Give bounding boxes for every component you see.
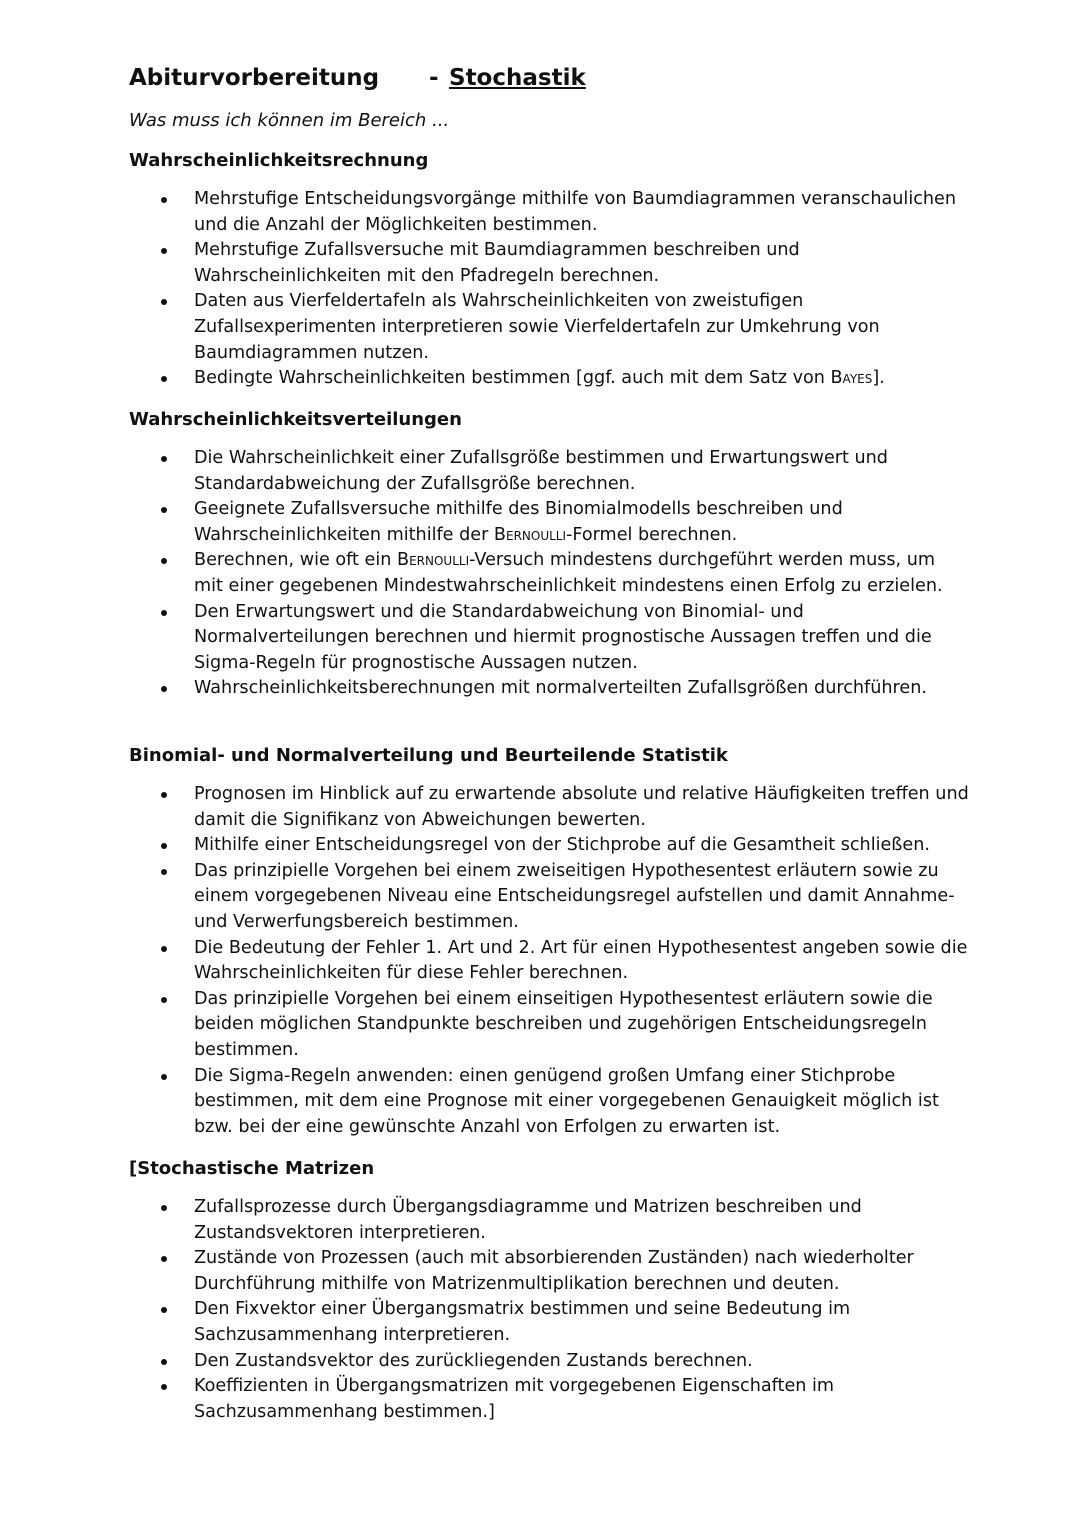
list-item [129,1195,969,1246]
title-separator: - [429,65,439,91]
list-item [129,782,969,833]
bullet-icon [161,1205,167,1211]
section-wahrscheinlichkeitsverteilungen [129,407,969,702]
list-item [129,1246,969,1297]
list-item-text: Zufallsprozesse durch Übergangsdiagramme und Matrizen beschreiben und Zustandsvektoren interpretieren. [194,1197,862,1243]
list-item-text: Zustände von Prozessen (auch mit absorbierenden Zuständen) nach wiederholter Durchführung mithilfe von Matrizenmultiplikation berechnen und deuten. [194,1248,914,1294]
bullet-list [129,446,969,702]
list-item [129,446,969,497]
bullet-list [129,187,969,392]
bullet-icon [161,610,167,616]
list-item [129,1349,969,1375]
person-name: Bayes [830,368,873,389]
section-wahrscheinlichkeitsrechnung [129,148,969,392]
list-item-text: Mehrstufige Entscheidungsvorgänge mithilfe von Baumdiagrammen veranschaulichen und die Anzahl der Möglichkeiten bestimmen. [194,189,957,235]
list-item [129,187,969,238]
list-item-text: Das prinzipielle Vorgehen bei einem einseitigen Hypothesentest erläutern sowie die beiden möglichen Standpunkte beschreiben und zugehörigen Entscheidungsregeln bestimmen. [194,988,933,1060]
bullet-icon [161,946,167,952]
section-heading: Wahrscheinlichkeitsrechnung [129,150,429,171]
list-item-text: Den Zustandsvektor des zurückliegenden Zustands berechnen. [194,1350,753,1371]
bullet-icon [161,197,167,203]
bullet-icon [161,792,167,798]
list-item-text: Das prinzipielle Vorgehen bei einem zweiseitigen Hypothesentest erläutern sowie zu einem vorgegebenen Niveau eine Entscheidungsregel aufstellen und damit Annahme- und Verwerfungsbereich bestimmen. [194,860,955,932]
section-heading: Binomial- und Normalverteilung und Beurteilende Statistik [129,745,728,766]
list-item [129,1297,969,1348]
list-item-text: Mehrstufige Zufallsversuche mit Baumdiagrammen beschreiben und Wahrscheinlichkeiten mit den Pfadregeln berechnen. [194,240,800,286]
list-item-text: Wahrscheinlichkeitsberechnungen mit normalverteilten Zufallsgrößen durchführen. [194,678,927,699]
list-item [129,1374,969,1425]
section-heading: [Stochastische Matrizen [129,1158,375,1179]
bullet-icon [161,1074,167,1080]
person-name: Bernoulli [397,550,470,571]
list-item [129,936,969,987]
list-item-text: Die Bedeutung der Fehler 1. Art und 2. Art für einen Hypothesentest angeben sowie die Wahrscheinlichkeiten für diese Fehler berechnen. [194,937,968,984]
list-item-text: Den Fixvektor einer Übergangsmatrix bestimmen und seine Bedeutung im Sachzusammenhang interpretieren. [194,1299,851,1345]
list-item [129,366,969,392]
bullet-icon [161,507,167,513]
section-heading: Wahrscheinlichkeitsverteilungen [129,409,462,430]
bullet-icon [161,248,167,254]
list-item-text: Daten aus Vierfeldertafeln als Wahrscheinlichkeiten von zweistufigen Zufallsexperimenten interpretieren sowie Vierfeldertafeln zur Umkehrung von Baumdiagrammen nutzen. [194,291,880,363]
list-item-text: Mithilfe einer Entscheidungsregel von der Stichprobe auf die Gesamtheit schließen. [194,835,930,856]
bullet-icon [161,997,167,1003]
document-title: Abiturvorbereitung [129,65,380,91]
person-name: Bernoulli [493,524,567,545]
list-item [129,833,969,859]
bullet-icon [161,456,167,462]
list-item [129,600,969,677]
bullet-icon [161,1307,167,1313]
list-item [129,987,969,1064]
list-item-text: Den Erwartungswert und die Standardabweichung von Binomial- und Normalverteilungen berechnen und hiermit prognostische Aussagen treffen und die Sigma-Regeln für prognostische Aussagen nutzen. [194,601,932,673]
bullet-icon [161,869,167,875]
bullet-icon [161,376,167,382]
bullet-icon [161,299,167,305]
bullet-icon [161,558,167,564]
list-item [129,497,969,548]
list-item [129,238,969,289]
section-beurteilende-statistik [129,743,969,1140]
bullet-icon [161,1359,167,1365]
list-item [129,548,969,599]
intro-text: Was muss ich können im Bereich ... [129,110,450,131]
section-stochastische-matrizen [129,1156,969,1425]
list-item-text: Bedingte Wahrscheinlichkeiten bestimmen [ggf. auch mit dem Satz von Bayes]. [194,368,885,389]
bullet-icon [161,1384,167,1390]
list-item-text: Prognosen im Hinblick auf zu erwartende absolute und relative Häufigkeiten treffen und damit die Signifikanz von Abweichungen bewerten. [194,784,969,830]
list-item [129,859,969,936]
list-item-text: Berechnen, wie oft ein Bernoulli-Versuch mindestens durchgeführt werden muss, um mit einer gegebenen Mindestwahrscheinlichkeit mindestens einen Erfolg zu erzielen. [194,550,943,596]
bullet-icon [161,686,167,692]
subject-title: Stochastik [449,65,586,91]
bullet-list [129,782,969,1140]
bullet-list [129,1195,969,1425]
list-item [129,289,969,366]
bullet-icon [161,1256,167,1262]
bullet-icon [161,843,167,849]
list-item [129,1064,969,1141]
list-item-text: Geeignete Zufallsversuche mithilfe des Binomialmodells beschreiben und Wahrscheinlichkeiten mithilfe der Bernoulli-Formel berechnen. [194,499,843,545]
list-item-text: Die Wahrscheinlichkeit einer Zufallsgröße bestimmen und Erwartungswert und Standardabweichung der Zufallsgröße berechnen. [194,448,888,494]
list-item-text: Die Sigma-Regeln anwenden: einen genügend großen Umfang einer Stichprobe bestimmen, mit dem eine Prognose mit einer vorgegebenen Genauigkeit möglich ist bzw. bei der eine gewünschte Anzahl von Erfolgen zu erwarten ist. [194,1065,939,1137]
list-item-text: Koeffizienten in Übergangsmatrizen mit vorgegebenen Eigenschaften im Sachzusammenhang bestimmen.] [194,1376,835,1422]
list-item [129,676,969,702]
document-header [129,62,586,94]
